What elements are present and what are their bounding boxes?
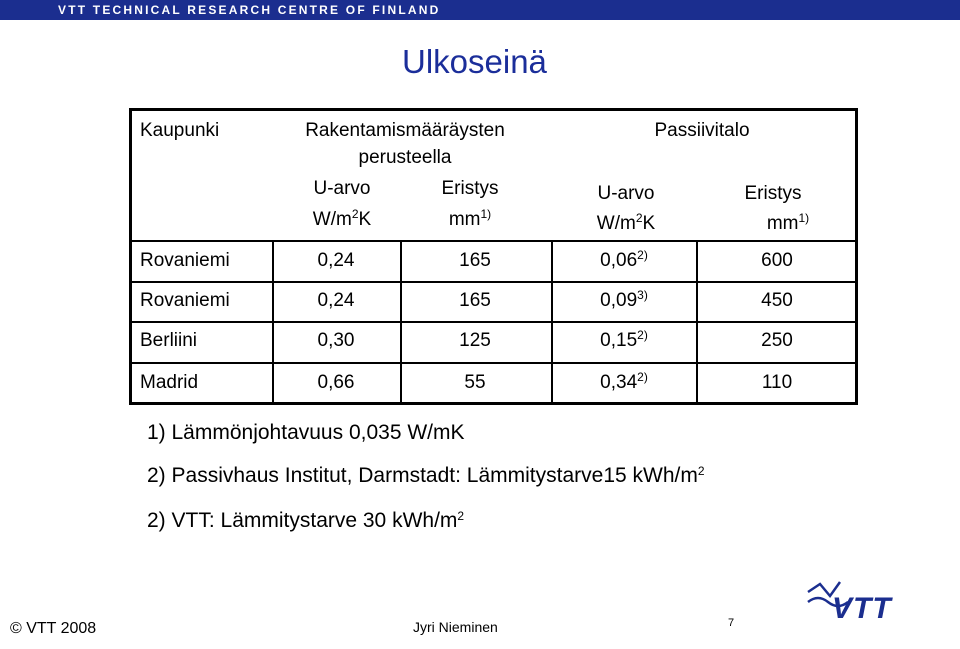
row-ins-pas: 600 bbox=[761, 250, 793, 271]
insul-unit-reg: $mm^{1)}$ bbox=[448, 207, 492, 230]
row-u-pas: 0,09$^{3)}$ bbox=[600, 288, 648, 311]
row-ins-pas: 110 bbox=[761, 372, 793, 393]
u-unit-pas: $W/m^2K$ bbox=[596, 211, 656, 234]
u-label-reg: U-arvo bbox=[313, 178, 371, 199]
row-divider bbox=[132, 362, 855, 364]
u-unit-reg: $W/m^2K$ bbox=[312, 207, 372, 230]
logo-text: VTT bbox=[832, 592, 892, 622]
page-number: 7 bbox=[728, 617, 735, 629]
row-divider bbox=[132, 321, 855, 323]
col-city-header: Kaupunki bbox=[140, 120, 220, 141]
row-ins-reg: 125 bbox=[459, 330, 491, 351]
col-divider bbox=[400, 240, 402, 405]
row-ins-reg: 165 bbox=[459, 250, 491, 271]
col-divider bbox=[551, 240, 553, 405]
row-u-reg: 0,66 bbox=[317, 372, 355, 393]
insul-label-pas: Eristys bbox=[744, 183, 802, 204]
footnote-1: 1) Lämmönjohtavuus 0,035 W/mK bbox=[147, 421, 465, 444]
vtt-logo bbox=[806, 578, 924, 622]
row-u-pas: 0,34$^{2)}$ bbox=[600, 370, 648, 393]
insul-label-reg: Eristys bbox=[441, 178, 499, 199]
group-building-regs-2: perusteella bbox=[358, 147, 452, 168]
insul-unit-pas: $mm^{1)}$ bbox=[766, 211, 810, 234]
row-city: Madrid bbox=[140, 372, 199, 393]
u-label-pas: U-arvo bbox=[597, 183, 655, 204]
row-city: Rovaniemi bbox=[140, 290, 230, 311]
group-building-regs: Rakentamismääräysten bbox=[305, 120, 505, 141]
page-title: Ulkoseinä bbox=[402, 43, 547, 80]
org-name: VTT TECHNICAL RESEARCH CENTRE OF FINLAND bbox=[58, 3, 441, 17]
copyright: © VTT 2008 bbox=[10, 620, 97, 637]
row-divider bbox=[132, 281, 855, 283]
row-u-reg: 0,24 bbox=[317, 250, 355, 271]
col-divider bbox=[696, 240, 698, 405]
row-ins-reg: 55 bbox=[464, 372, 486, 393]
row-city: Berliini bbox=[140, 330, 198, 351]
footnote-2: 2) Passivhaus Institut, Darmstadt: Lämmitystarve15 kWh/$m^2$ bbox=[147, 464, 705, 487]
row-u-pas: 0,06$^{2)}$ bbox=[600, 248, 648, 271]
row-city: Rovaniemi bbox=[140, 250, 230, 271]
row-u-pas: 0,15$^{2)}$ bbox=[600, 328, 648, 351]
header-bar bbox=[0, 0, 960, 20]
data-table bbox=[129, 108, 858, 405]
footnote-3: 2) VTT: Lämmitystarve 30 kWh/$m^2$ bbox=[147, 509, 465, 532]
row-u-reg: 0,30 bbox=[317, 330, 355, 351]
row-ins-reg: 165 bbox=[459, 290, 491, 311]
group-passive: Passiivitalo bbox=[654, 120, 750, 141]
author: Jyri Nieminen bbox=[413, 619, 498, 635]
row-u-reg: 0,24 bbox=[317, 290, 355, 311]
row-ins-pas: 450 bbox=[761, 290, 793, 311]
header-divider bbox=[132, 240, 855, 242]
col-divider bbox=[272, 240, 274, 405]
row-ins-pas: 250 bbox=[761, 330, 793, 351]
